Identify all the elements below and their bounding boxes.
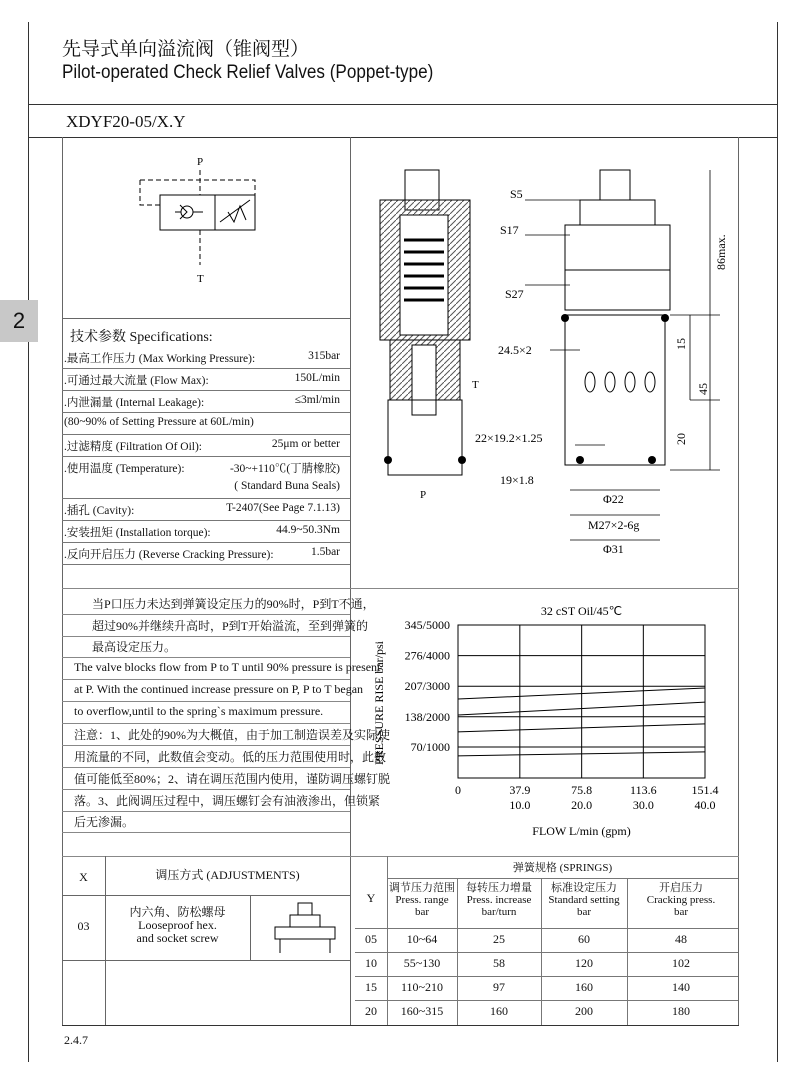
col-line [250, 895, 251, 960]
dim-s17: S17 [500, 223, 519, 237]
row-line [62, 811, 350, 812]
y-tick-label: 70/1000 [410, 739, 450, 754]
x-tick-label-gpm: 40.0 [694, 798, 716, 812]
divider [28, 137, 778, 138]
row-line [62, 390, 350, 391]
springs-header: bar [576, 906, 592, 918]
adj-desc-en2: and socket screw [136, 931, 219, 945]
springs-cell: 58 [493, 956, 505, 970]
springs-cell: 110~210 [400, 980, 444, 994]
divider [28, 104, 778, 105]
springs-cell: 180 [672, 1004, 690, 1018]
description-line: 注意：1、此处的90%为大概值，由于加工制造误差及实际使 [74, 728, 390, 742]
page-border-right [777, 22, 778, 1062]
row-line [62, 832, 350, 833]
description-line: 落。3、此阀调压过程中，调压螺钉会有油液渗出，但锁紧 [74, 794, 381, 808]
description-line: 当P口压力未达到弹簧设定压力的90%时，P到T不通， [92, 597, 375, 611]
springs-title: 弹簧规格 (SPRINGS) [512, 862, 613, 874]
spec-label: .使用温度 (Temperature): [64, 463, 185, 475]
hex-socket-screw-icon [270, 900, 340, 955]
row-line [355, 1000, 738, 1001]
spec-label: .过滤精度 (Filtration Of Oil): [64, 441, 202, 453]
chart-title: 32 cST Oil/45℃ [540, 604, 623, 618]
description-line: 用流量的不同，此数值会变动。低的压力范围使用时，此数 [74, 750, 387, 764]
springs-cell: 200 [575, 1004, 593, 1018]
springs-cell: 60 [578, 932, 590, 946]
adj-code: 03 [77, 919, 90, 933]
springs-cell: 97 [493, 980, 505, 994]
springs-row-code: 20 [365, 1004, 377, 1018]
springs-cell: 120 [575, 956, 593, 970]
springs-cell: 140 [672, 980, 690, 994]
spec-value: -30~+110℃(丁腈橡胶) [229, 463, 340, 475]
springs-cell: 160 [490, 1004, 508, 1018]
dim-86max: 86max. [714, 234, 728, 270]
x-tick-label: 151.4 [691, 783, 719, 797]
row-line [62, 412, 350, 413]
springs-cell: 48 [675, 932, 687, 946]
springs-header: Standard setting [548, 894, 620, 906]
spec-value: ≤3ml/min [294, 394, 340, 406]
springs-header: 开启压力 [659, 882, 703, 894]
page-border-left [28, 22, 29, 1062]
adj-desc-cn: 内六角、防松螺母 [129, 905, 226, 919]
description-line: 最高设定压力。 [92, 640, 177, 654]
x-tick-label-gpm: 10.0 [509, 798, 531, 812]
spec-value: 44.9~50.3Nm [276, 524, 340, 536]
description-line: The valve blocks flow from P to T until 90% pressure is present [74, 660, 381, 674]
springs-row-code: 05 [365, 932, 377, 946]
dim-45: 45 [696, 383, 710, 395]
springs-cell: 10~64 [406, 932, 438, 946]
row-line [62, 657, 350, 658]
spec-value: 25μm or better [271, 438, 340, 450]
row-line [62, 701, 350, 702]
springs-header: Press. increase [466, 894, 532, 906]
x-tick-label: 75.8 [571, 783, 593, 797]
y-tick-label: 207/3000 [404, 679, 450, 694]
row-line [62, 434, 350, 435]
x-tick-label: 37.9 [509, 783, 531, 797]
dim-s5: S5 [510, 187, 523, 201]
row-line [355, 976, 738, 977]
dim-s27: S27 [505, 287, 524, 301]
box-left [62, 137, 63, 1025]
spec-label: .最高工作压力 (Max Working Pressure): [64, 353, 256, 365]
outline-drawing [470, 160, 740, 560]
dim-thread: M27×2-6g [588, 518, 640, 532]
row-line [62, 520, 350, 521]
spec-label: .可通过最大流量 (Flow Max): [64, 375, 209, 387]
row-line [62, 723, 350, 724]
spec-label: .安装扭矩 (Installation torque): [64, 527, 211, 539]
dim-thread-relief: 22×19.2×1.25 [475, 431, 543, 445]
adj-col-x: X [79, 870, 88, 884]
row-line [62, 498, 350, 499]
spec-label: .内泄漏量 (Internal Leakage): [64, 397, 205, 409]
adj-desc-en1: Looseproof hex. [138, 918, 217, 932]
spec-label: .插孔 (Cavity): [64, 505, 135, 517]
springs-header: bar/turn [481, 906, 517, 918]
dim-d22: Φ22 [603, 492, 624, 506]
row-line [355, 928, 738, 929]
y-tick-label: 276/4000 [404, 648, 450, 663]
springs-row-code: 10 [365, 956, 377, 970]
model-code: XDYF20-05/X.Y [66, 112, 186, 131]
y-tick-label: 345/5000 [404, 618, 450, 632]
row-line [62, 564, 350, 565]
pressure-flow-chart [355, 595, 740, 850]
box-bottom [62, 1025, 739, 1026]
row-line [62, 614, 350, 615]
section-tab: 2 [0, 300, 38, 342]
divider [62, 856, 739, 857]
y-tick-label: 138/2000 [404, 709, 450, 724]
row-line [62, 745, 350, 746]
springs-row-code: 15 [365, 980, 377, 994]
description-line: at P. With the continued increase pressure on P, P to T began [74, 682, 364, 696]
springs-header: 每转压力增量 [466, 882, 532, 894]
section-port-p: P [420, 489, 427, 500]
springs-header: 调节压力范围 [389, 882, 455, 894]
springs-header: bar [414, 906, 430, 918]
port-t-label: T [197, 273, 204, 285]
description-line: 值可能低至80%；2、请在调压范围内使用，谨防调压螺钉脱 [74, 772, 390, 786]
spec-label: .反向开启压力 (Reverse Cracking Pressure): [64, 549, 274, 561]
x-tick-label: 113.6 [630, 783, 657, 797]
springs-header: Cracking press. [646, 894, 716, 906]
spec-value: 1.5bar [310, 546, 340, 558]
row-line [62, 368, 350, 369]
hydraulic-symbol [120, 150, 280, 290]
box-mid [350, 137, 351, 1025]
spec-value: ( Standard Buna Seals) [234, 480, 340, 492]
row-line [62, 767, 350, 768]
row-line [355, 952, 738, 953]
dim-oring-2: 19×1.8 [500, 473, 534, 487]
springs-header: Press. range [395, 894, 449, 906]
springs-cell: 25 [493, 932, 505, 946]
springs-header: 标准设定压力 [551, 882, 617, 894]
row-line [62, 456, 350, 457]
y-axis-label: PRESSURE RISE bar/psi [372, 640, 386, 766]
row-line [62, 895, 350, 896]
section-port-t: T [472, 379, 479, 391]
title-cn: 先导式单向溢流阀（锥阀型） [62, 39, 310, 60]
x-tick-label-gpm: 30.0 [632, 798, 654, 812]
specs-title: 技术参数 Specifications: [70, 330, 213, 345]
spec-label: (80~90% of Setting Pressure at 60L/min) [64, 416, 254, 428]
row-line [387, 878, 738, 879]
dim-20: 20 [674, 433, 688, 445]
description-line: 后无渗漏。 [74, 815, 135, 829]
springs-cell: 160~315 [400, 1004, 444, 1018]
x-axis-label: FLOW L/min (gpm) [532, 824, 631, 838]
spec-value: 150L/min [294, 372, 340, 384]
dim-oring-1: 24.5×2 [498, 343, 532, 357]
x-tick-label-gpm: 20.0 [571, 798, 593, 812]
springs-cell: 102 [672, 956, 690, 970]
spec-value: T-2407(See Page 7.1.13) [226, 502, 340, 514]
row-line [62, 542, 350, 543]
spec-value: 315bar [308, 350, 340, 362]
row-line [62, 789, 350, 790]
row-line [62, 636, 350, 637]
dim-d31: Φ31 [603, 542, 624, 556]
springs-header: bar [673, 906, 689, 918]
description-line: 超过90%并继续升高时，P到T开始溢流，至到弹簧的 [92, 619, 369, 633]
adj-col-title: 调压方式 (ADJUSTMENTS) [155, 868, 300, 882]
title-en: Pilot-operated Check Relief Valves (Poppet-type) [62, 62, 434, 83]
springs-cell: 160 [575, 980, 593, 994]
row-line [62, 679, 350, 680]
springs-cell: 55~130 [403, 956, 441, 970]
springs-col-y: Y [366, 891, 376, 905]
dim-15: 15 [674, 338, 688, 350]
divider [62, 318, 350, 319]
page-number: 2.4.7 [64, 1033, 88, 1047]
x-tick-label: 0 [455, 783, 461, 797]
row-line [62, 960, 350, 961]
divider [62, 588, 739, 589]
description-line: to overflow,until to the spring`s maximum pressure. [74, 704, 324, 718]
port-p-label: P [197, 156, 204, 168]
